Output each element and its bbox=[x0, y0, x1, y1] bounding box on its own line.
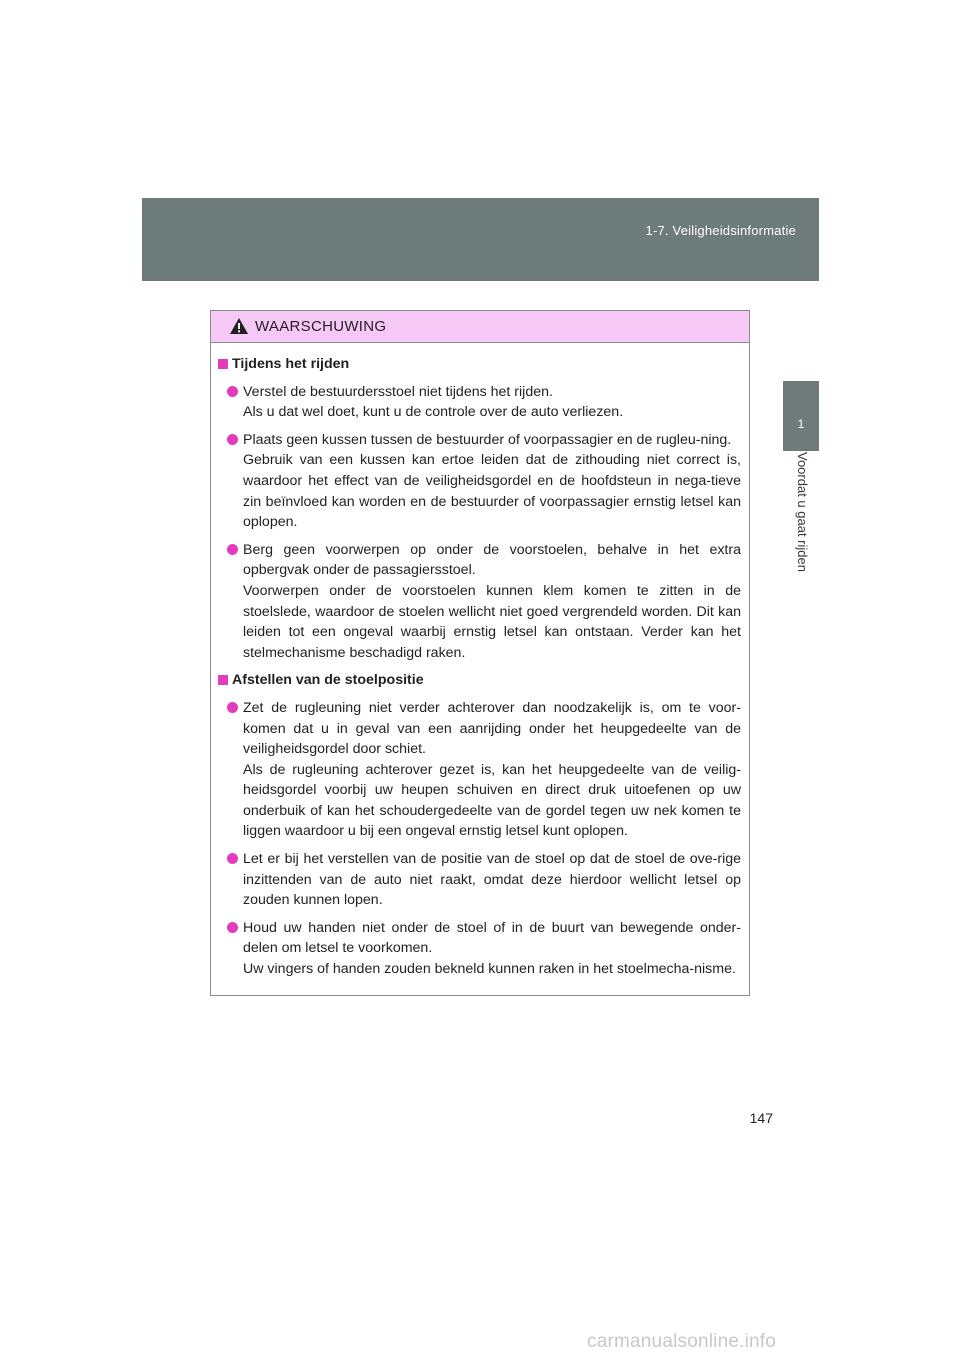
list-item-text: Als de rugleuning achterover gezet is, kan het heupgedeelte van de veilig-heidsgordel voorbij uw heupen schuiven en direct druk uitoefenen op uw onderbuik of kan het schoudergedeelte van de gordel tegen uw nek komen te liggen waardoor u bij een ongeval ernstig letsel kunt oplopen. bbox=[243, 761, 741, 840]
warning-title: WAARSCHUWING bbox=[255, 318, 387, 335]
list-item-text: Let er bij het verstellen van de positie van de stoel op dat de stoel de ove-rige inzittenden van de auto niet raakt, omdat deze hierdoor wellicht letsel op zouden kunnen lopen. bbox=[243, 851, 741, 909]
warning-triangle-icon bbox=[229, 317, 249, 335]
round-bullet-icon bbox=[227, 386, 238, 397]
watermark: carmanualsonline.info bbox=[587, 1331, 777, 1352]
list-item-text: Als u dat wel doet, kunt u de controle over de auto verliezen. bbox=[243, 404, 624, 421]
section-heading bbox=[216, 670, 741, 691]
section-heading bbox=[216, 354, 741, 375]
page-number: 147 bbox=[749, 1110, 773, 1126]
section-heading-text: Afstellen van de stoelpositie bbox=[232, 672, 424, 689]
list-item-text: Uw vingers of handen zouden bekneld kunnen raken in het stoelmecha-nisme. bbox=[243, 961, 736, 978]
chapter-side-tab bbox=[783, 381, 819, 451]
list-item-text: Plaats geen kussen tussen de bestuurder of voorpassagier en de rugleu-ning. bbox=[243, 431, 732, 448]
round-bullet-icon bbox=[227, 702, 238, 713]
chapter-number: 1 bbox=[797, 417, 805, 431]
section-heading-text: Tijdens het rijden bbox=[232, 356, 350, 372]
list-item-text: Verstel de bestuurdersstoel niet tijdens het rijden. bbox=[243, 383, 553, 400]
chapter-header-band bbox=[142, 198, 819, 281]
round-bullet-icon bbox=[227, 434, 238, 445]
round-bullet-icon bbox=[227, 544, 238, 555]
warning-body bbox=[211, 343, 749, 980]
warning-header bbox=[211, 311, 749, 343]
warning-box bbox=[210, 310, 750, 996]
list-item bbox=[216, 698, 741, 842]
chapter-side-label: Voordat u gaat rijden bbox=[795, 452, 810, 572]
list-item-text: Voorwerpen onder de voorstoelen kunnen klem komen te zitten in de stoelslede, waardoor de stoelen wellicht niet goed vergrendeld worden. Dit kan leiden tot een ongeval waarbij ernstig letsel kan ontstaan. Verder kan het stelmechanisme beschadigd raken. bbox=[243, 582, 741, 661]
list-item bbox=[216, 382, 741, 423]
list-item-text: Gebruik van een kussen kan ertoe leiden dat de zithouding niet correct is, waardoor het effect van de veiligheidsgordel en de hoofdsteun in nega-tieve zin beïnvloed kan worden en de bestuurder of voorpassagier ernstig letsel kan oplopen. bbox=[243, 452, 741, 531]
list-item-text: Zet de rugleuning niet verder achterover dan noodzakelijk is, om te voor-komen dat u in geval van een aanrijding onder het heupgedeelte van de veiligheidsgordel door schiet. bbox=[243, 699, 741, 758]
section-title: 1-7. Veiligheidsinformatie bbox=[645, 223, 796, 238]
list-item bbox=[216, 540, 741, 664]
square-bullet-icon bbox=[218, 359, 228, 369]
list-item-text: Berg geen voorwerpen op onder de voorstoelen, behalve in het extra opbergvak onder de passagiersstoel. bbox=[243, 541, 741, 579]
list-item-text: Houd uw handen niet onder de stoel of in de buurt van bewegende onder-delen om letsel te voorkomen. bbox=[243, 919, 741, 957]
list-item bbox=[216, 430, 741, 533]
round-bullet-icon bbox=[227, 853, 238, 864]
square-bullet-icon bbox=[218, 675, 228, 685]
round-bullet-icon bbox=[227, 922, 238, 933]
list-item bbox=[216, 918, 741, 980]
list-item bbox=[216, 849, 741, 911]
